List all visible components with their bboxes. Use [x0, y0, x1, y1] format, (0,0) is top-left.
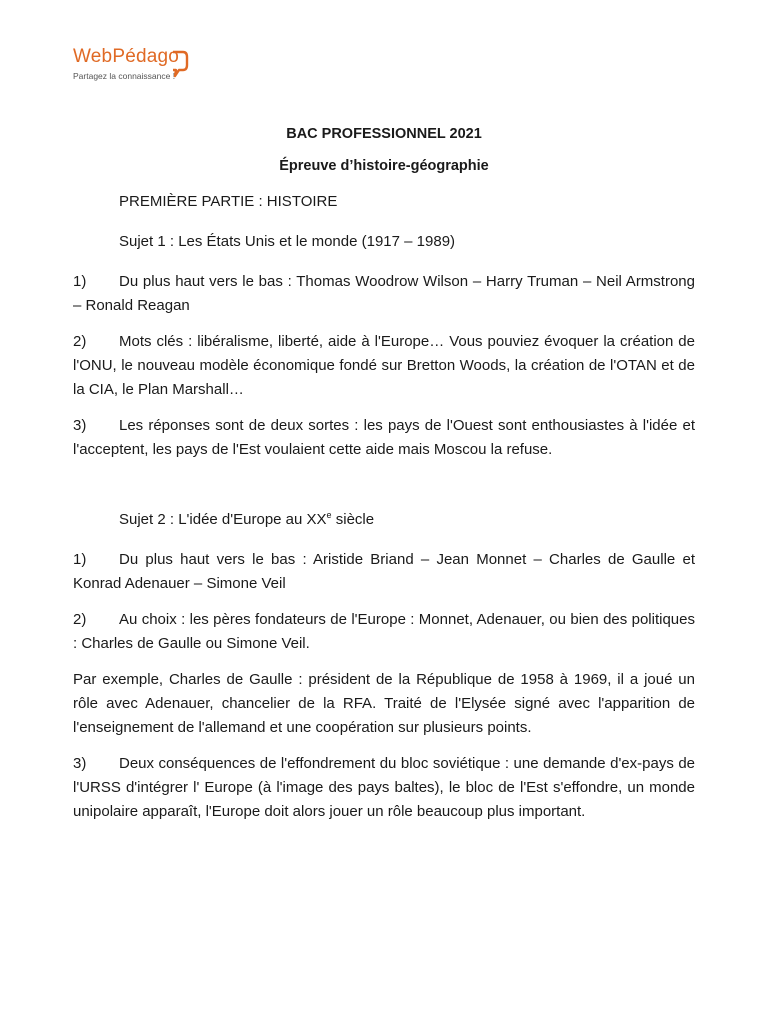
document-title: BAC PROFESSIONNEL 2021 — [286, 126, 482, 142]
part-heading: PREMIÈRE PARTIE : HISTOIRE — [119, 193, 338, 210]
sujet1-answer-2 — [73, 330, 695, 402]
answer-number: 2) — [73, 611, 87, 628]
document-body — [73, 126, 695, 836]
answer-text: Du plus haut vers le bas : Thomas Woodrow Wilson – Harry Truman – Neil Armstrong – Ronald Reagan — [73, 273, 695, 314]
logo-wordmark: WebPédago — [73, 46, 180, 67]
section-spacer — [73, 474, 695, 508]
sujet2-heading — [73, 508, 695, 532]
answer-number: 1) — [73, 551, 87, 568]
answer-text: Les réponses sont de deux sortes : les pays de l'Ouest sont enthousiastes à l'idée et l'acceptent, les pays de l'Est voulaient cette aide mais Moscou la refuse. — [73, 417, 695, 458]
answer-text: Deux conséquences de l'effondrement du bloc soviétique : une demande d'ex-pays de l'URSS d'intégrer l' Europe (à l'image des pays baltes), le bloc de l'Est s'effondre, un monde unipolaire apparaît, l'Europe doit alors jouer un rôle beaucoup plus important. — [73, 755, 695, 820]
sujet2-answer-1 — [73, 548, 695, 596]
document-subtitle: Épreuve d’histoire-géographie — [279, 158, 489, 174]
heading-text: Sujet 2 : L'idée d'Europe au XX — [119, 511, 327, 528]
century-superscript: e — [326, 510, 332, 520]
sujet1-answer-1 — [73, 270, 695, 318]
answer-text: Du plus haut vers le bas : Aristide Briand – Jean Monnet – Charles de Gaulle et Konrad Adenauer – Simone Veil — [73, 551, 695, 592]
sujet1-answer-3 — [73, 414, 695, 462]
sujet2-answer-3 — [73, 752, 695, 824]
sujet2-answer-2 — [73, 608, 695, 656]
sujet2-example: Par exemple, Charles de Gaulle : président de la République de 1958 à 1969, il a joué un rôle avec Adenauer, chancelier de la RFA. Traité de l'Elysée signé avec l'apparition de l'enseignement de l'allemand et une coopération sur plusieurs points. — [73, 671, 695, 736]
answer-number: 3) — [73, 755, 87, 772]
logo-tagline: Partagez la connaissance ! — [73, 71, 176, 81]
answer-number: 1) — [73, 273, 87, 290]
webpedago-logo — [73, 46, 203, 96]
answer-text: Au choix : les pères fondateurs de l'Europe : Monnet, Adenauer, ou bien des politiques : Charles de Gaulle ou Simone Veil. — [73, 611, 695, 652]
speech-bubble-icon — [170, 49, 190, 79]
answer-text: Mots clés : libéralisme, liberté, aide à l'Europe… Vous pouviez évoquer la création de l'ONU, le nouveau modèle économique fondé sur Bretton Woods, la création de l'OTAN et de la CIA, le Plan Marshall… — [73, 333, 695, 398]
heading-text-end: siècle — [331, 511, 375, 528]
sujet1-heading: Sujet 1 : Les États Unis et le monde (1917 – 1989) — [119, 233, 456, 250]
answer-number: 3) — [73, 417, 87, 434]
answer-number: 2) — [73, 333, 87, 350]
